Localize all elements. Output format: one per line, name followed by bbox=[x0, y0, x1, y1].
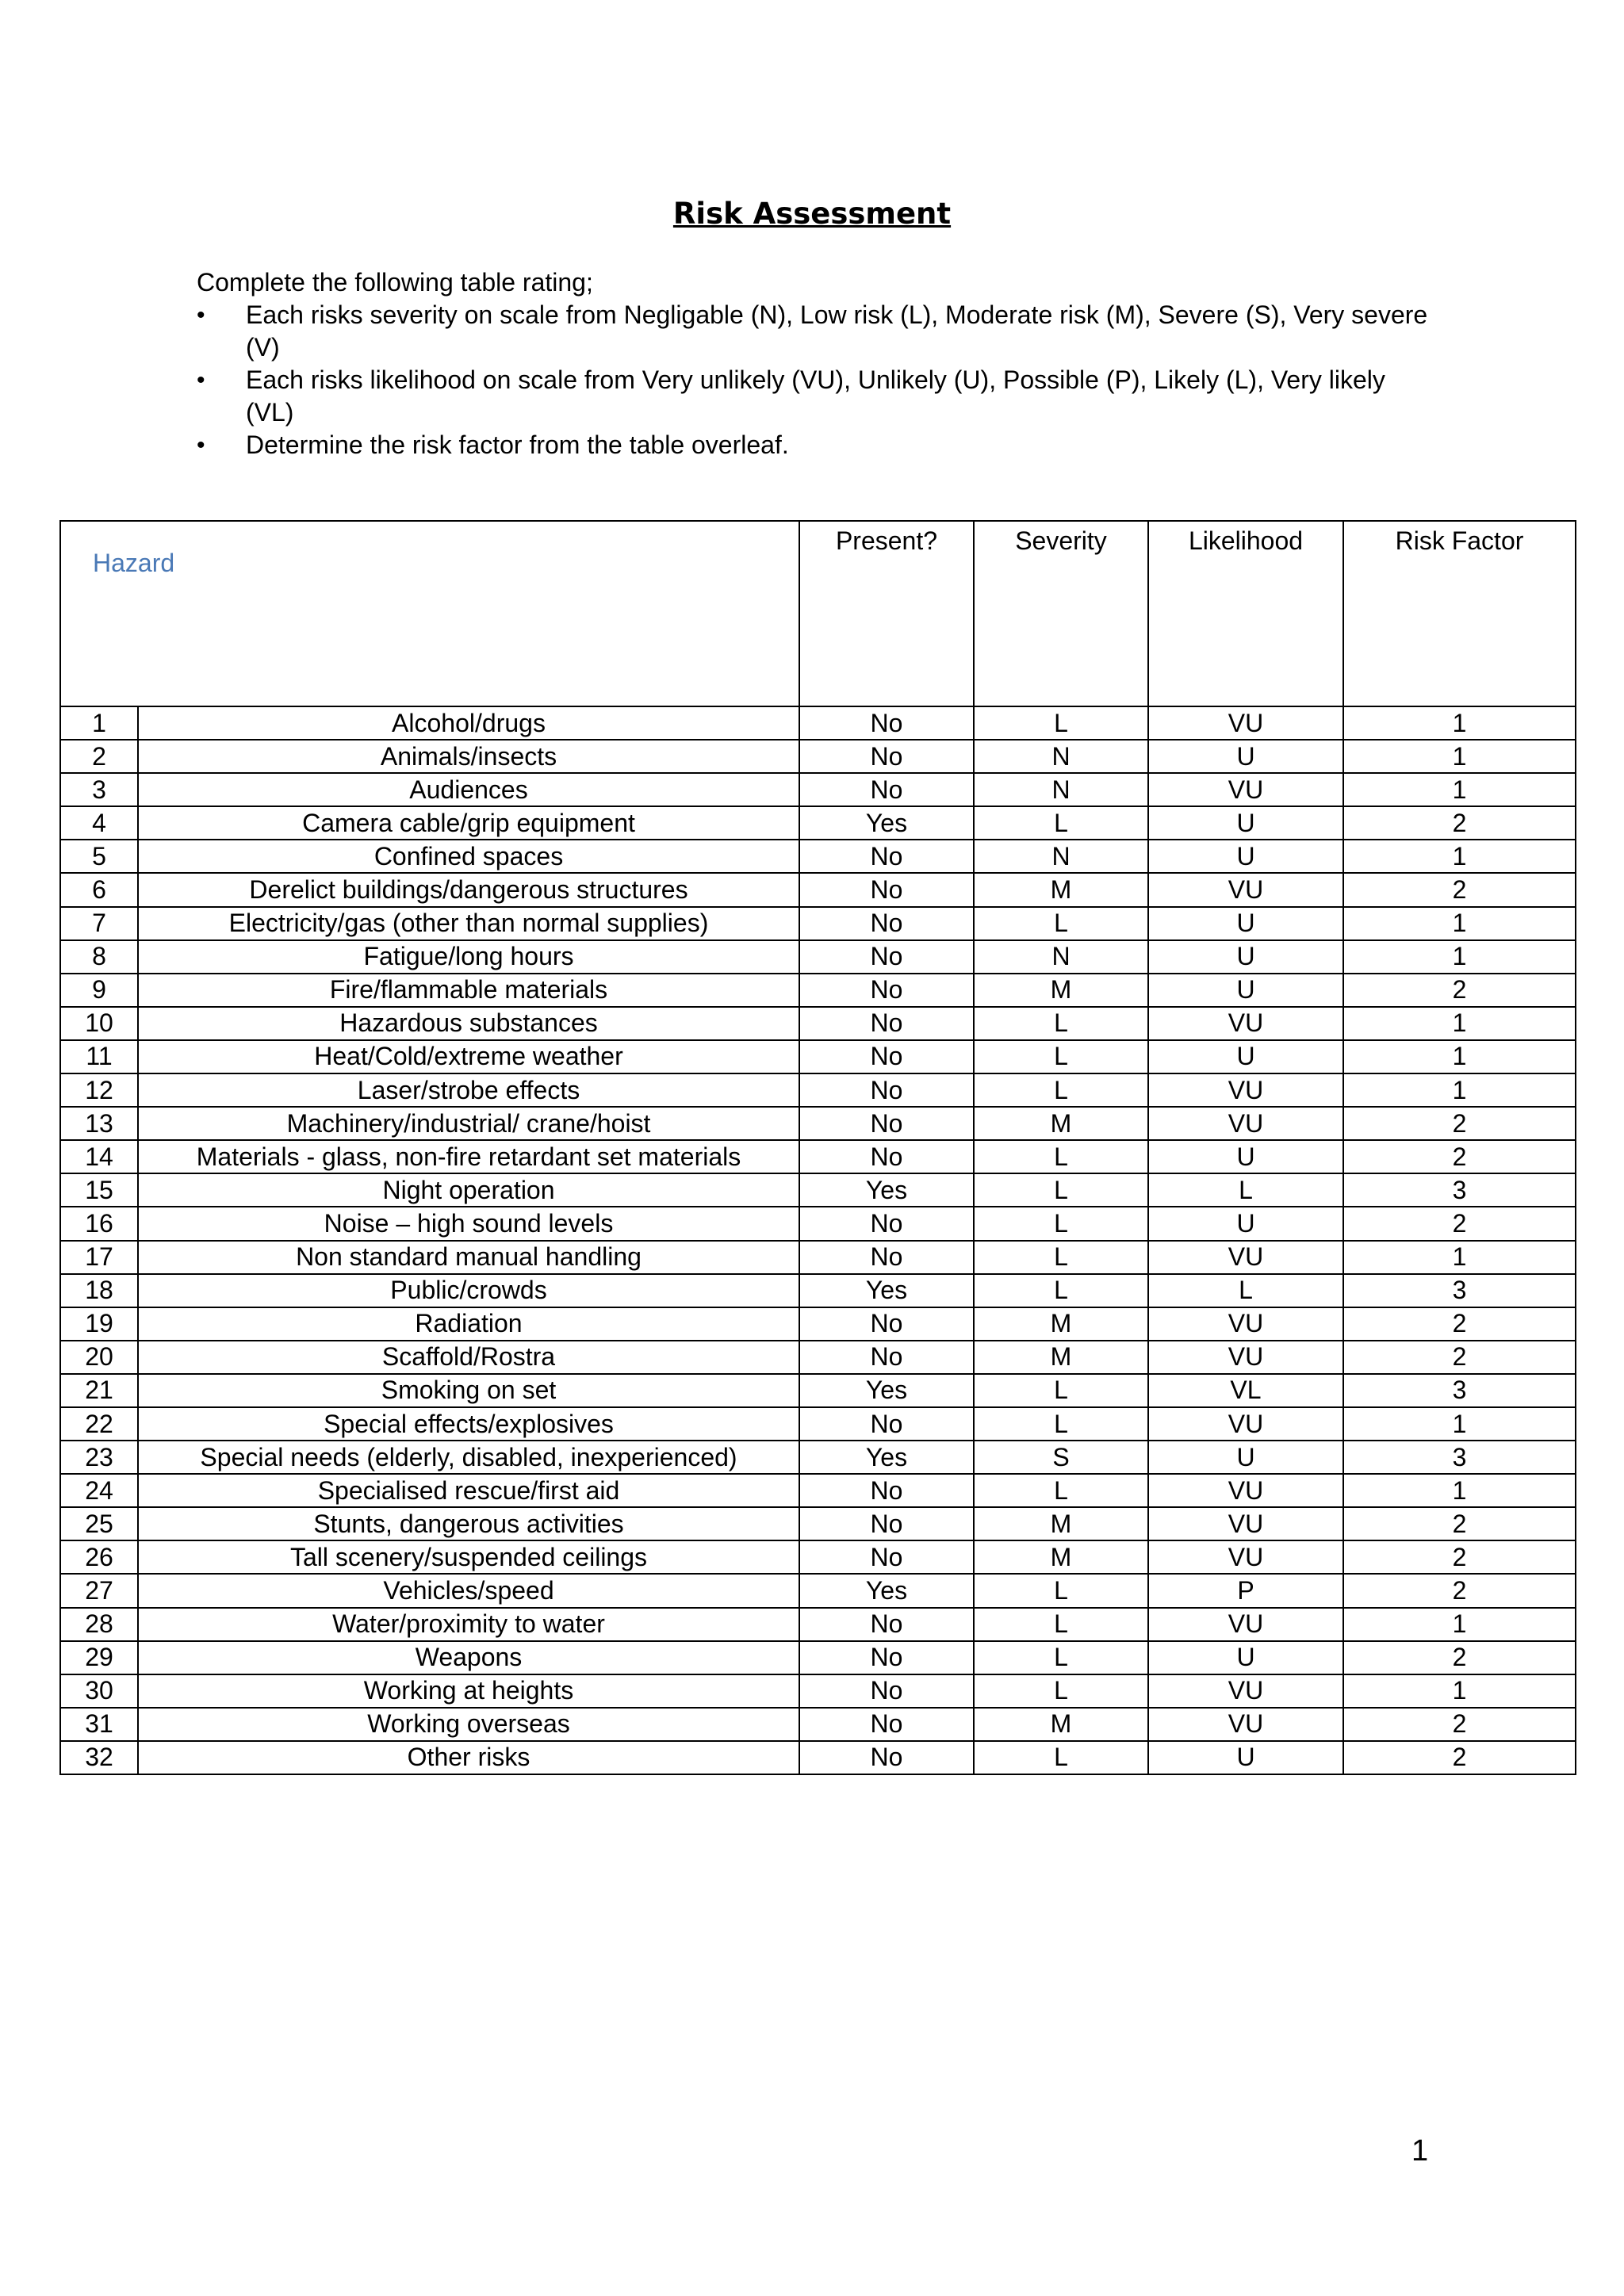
present-value: No bbox=[799, 1507, 974, 1540]
risk-factor-value: 3 bbox=[1343, 1441, 1576, 1474]
table-row bbox=[60, 1741, 1576, 1774]
present-value: No bbox=[799, 1341, 974, 1374]
present-value: No bbox=[799, 1307, 974, 1341]
severity-value: L bbox=[974, 706, 1148, 740]
hazard-name: Machinery/industrial/ crane/hoist bbox=[138, 1107, 799, 1140]
likelihood-value: VU bbox=[1148, 1540, 1343, 1574]
likelihood-value: VU bbox=[1148, 1407, 1343, 1441]
likelihood-value: L bbox=[1148, 1274, 1343, 1307]
hazard-name: Weapons bbox=[138, 1641, 799, 1674]
row-number: 13 bbox=[60, 1107, 138, 1140]
severity-value: L bbox=[974, 1407, 1148, 1441]
severity-value: L bbox=[974, 1608, 1148, 1641]
risk-factor-value: 3 bbox=[1343, 1173, 1576, 1207]
hazard-name: Derelict buildings/dangerous structures bbox=[138, 873, 799, 906]
instructions-lead: Complete the following table rating; bbox=[197, 268, 593, 297]
risk-factor-value: 1 bbox=[1343, 1040, 1576, 1073]
likelihood-value: VU bbox=[1148, 1007, 1343, 1040]
present-value: Yes bbox=[799, 1574, 974, 1607]
severity-value: S bbox=[974, 1441, 1148, 1474]
hazard-name: Working overseas bbox=[138, 1708, 799, 1741]
row-number: 17 bbox=[60, 1241, 138, 1274]
risk-factor-value: 2 bbox=[1343, 1507, 1576, 1540]
row-number: 28 bbox=[60, 1608, 138, 1641]
severity-value: L bbox=[974, 1641, 1148, 1674]
likelihood-value: VU bbox=[1148, 1708, 1343, 1741]
table-row bbox=[60, 706, 1576, 740]
risk-factor-value: 1 bbox=[1343, 1407, 1576, 1441]
row-number: 4 bbox=[60, 806, 138, 840]
hazard-name: Confined spaces bbox=[138, 840, 799, 873]
row-number: 32 bbox=[60, 1741, 138, 1774]
table-row bbox=[60, 773, 1576, 806]
risk-factor-value: 2 bbox=[1343, 1540, 1576, 1574]
likelihood-value: U bbox=[1148, 1641, 1343, 1674]
row-number: 25 bbox=[60, 1507, 138, 1540]
present-value: No bbox=[799, 1140, 974, 1173]
likelihood-value: L bbox=[1148, 1173, 1343, 1207]
table-row bbox=[60, 1574, 1576, 1607]
severity-value: L bbox=[974, 1241, 1148, 1274]
likelihood-value: U bbox=[1148, 1441, 1343, 1474]
likelihood-value: VU bbox=[1148, 1507, 1343, 1540]
hazard-name: Radiation bbox=[138, 1307, 799, 1341]
risk-factor-value: 1 bbox=[1343, 740, 1576, 773]
present-value: No bbox=[799, 1741, 974, 1774]
hazard-name: Stunts, dangerous activities bbox=[138, 1507, 799, 1540]
risk-factor-value: 2 bbox=[1343, 873, 1576, 906]
table-row bbox=[60, 1441, 1576, 1474]
risk-factor-value: 2 bbox=[1343, 1708, 1576, 1741]
likelihood-value: VU bbox=[1148, 1107, 1343, 1140]
table-row bbox=[60, 974, 1576, 1007]
risk-factor-value: 1 bbox=[1343, 1007, 1576, 1040]
hazard-name: Animals/insects bbox=[138, 740, 799, 773]
hazard-name: Laser/strobe effects bbox=[138, 1073, 799, 1107]
severity-value: L bbox=[974, 806, 1148, 840]
likelihood-value: VU bbox=[1148, 1241, 1343, 1274]
table-row bbox=[60, 1641, 1576, 1674]
hazard-name: Special effects/explosives bbox=[138, 1407, 799, 1441]
severity-value: L bbox=[974, 907, 1148, 940]
row-number: 31 bbox=[60, 1708, 138, 1741]
hazard-name: Electricity/gas (other than normal supplies) bbox=[138, 907, 799, 940]
hazard-name: Hazardous substances bbox=[138, 1007, 799, 1040]
row-number: 3 bbox=[60, 773, 138, 806]
header-hazard: Hazard bbox=[60, 521, 799, 706]
table-row bbox=[60, 1507, 1576, 1540]
likelihood-value: U bbox=[1148, 840, 1343, 873]
severity-value: M bbox=[974, 873, 1148, 906]
present-value: Yes bbox=[799, 1441, 974, 1474]
present-value: No bbox=[799, 1540, 974, 1574]
severity-value: M bbox=[974, 1708, 1148, 1741]
present-value: No bbox=[799, 974, 974, 1007]
row-number: 21 bbox=[60, 1374, 138, 1407]
page-number: 1 bbox=[1411, 2134, 1429, 2168]
likelihood-value: U bbox=[1148, 907, 1343, 940]
severity-value: M bbox=[974, 1107, 1148, 1140]
hazard-name: Night operation bbox=[138, 1173, 799, 1207]
severity-value: L bbox=[974, 1007, 1148, 1040]
hazard-name: Water/proximity to water bbox=[138, 1608, 799, 1641]
likelihood-value: VU bbox=[1148, 1608, 1343, 1641]
likelihood-value: VU bbox=[1148, 1474, 1343, 1507]
hazard-name: Vehicles/speed bbox=[138, 1574, 799, 1607]
present-value: No bbox=[799, 740, 974, 773]
row-number: 24 bbox=[60, 1474, 138, 1507]
severity-value: L bbox=[974, 1173, 1148, 1207]
severity-value: M bbox=[974, 1540, 1148, 1574]
hazard-name: Fire/flammable materials bbox=[138, 974, 799, 1007]
hazard-name: Fatigue/long hours bbox=[138, 940, 799, 974]
table-row bbox=[60, 1540, 1576, 1574]
table-row bbox=[60, 1173, 1576, 1207]
present-value: Yes bbox=[799, 1374, 974, 1407]
hazard-name: Specialised rescue/first aid bbox=[138, 1474, 799, 1507]
table-row bbox=[60, 1140, 1576, 1173]
severity-value: L bbox=[974, 1073, 1148, 1107]
row-number: 9 bbox=[60, 974, 138, 1007]
likelihood-value: VU bbox=[1148, 873, 1343, 906]
present-value: No bbox=[799, 773, 974, 806]
risk-factor-value: 2 bbox=[1343, 1107, 1576, 1140]
present-value: No bbox=[799, 840, 974, 873]
risk-factor-value: 2 bbox=[1343, 1574, 1576, 1607]
severity-value: N bbox=[974, 773, 1148, 806]
risk-factor-value: 2 bbox=[1343, 974, 1576, 1007]
present-value: No bbox=[799, 1073, 974, 1107]
table-row bbox=[60, 1674, 1576, 1708]
likelihood-value: P bbox=[1148, 1574, 1343, 1607]
severity-value: L bbox=[974, 1207, 1148, 1240]
risk-factor-value: 2 bbox=[1343, 1341, 1576, 1374]
table-row bbox=[60, 1274, 1576, 1307]
present-value: No bbox=[799, 1407, 974, 1441]
severity-value: L bbox=[974, 1374, 1148, 1407]
row-number: 16 bbox=[60, 1207, 138, 1240]
hazard-name: Alcohol/drugs bbox=[138, 706, 799, 740]
risk-factor-value: 2 bbox=[1343, 1741, 1576, 1774]
table-row bbox=[60, 1307, 1576, 1341]
row-number: 8 bbox=[60, 940, 138, 974]
likelihood-value: U bbox=[1148, 1741, 1343, 1774]
risk-factor-value: 1 bbox=[1343, 1608, 1576, 1641]
present-value: Yes bbox=[799, 1173, 974, 1207]
present-value: Yes bbox=[799, 806, 974, 840]
table-header-row bbox=[60, 521, 1576, 706]
table-row bbox=[60, 873, 1576, 906]
likelihood-value: VU bbox=[1148, 1341, 1343, 1374]
likelihood-value: U bbox=[1148, 740, 1343, 773]
header-risk-factor: Risk Factor bbox=[1343, 521, 1576, 706]
likelihood-value: VU bbox=[1148, 1307, 1343, 1341]
table-row bbox=[60, 1040, 1576, 1073]
present-value: No bbox=[799, 1641, 974, 1674]
risk-factor-value: 1 bbox=[1343, 1474, 1576, 1507]
present-value: No bbox=[799, 1107, 974, 1140]
likelihood-value: VU bbox=[1148, 1674, 1343, 1708]
table-row bbox=[60, 740, 1576, 773]
present-value: No bbox=[799, 1040, 974, 1073]
hazard-name: Heat/Cold/extreme weather bbox=[138, 1040, 799, 1073]
severity-value: N bbox=[974, 740, 1148, 773]
risk-factor-value: 3 bbox=[1343, 1374, 1576, 1407]
table-row bbox=[60, 806, 1576, 840]
row-number: 26 bbox=[60, 1540, 138, 1574]
header-severity: Severity bbox=[974, 521, 1148, 706]
row-number: 22 bbox=[60, 1407, 138, 1441]
table-row bbox=[60, 840, 1576, 873]
row-number: 19 bbox=[60, 1307, 138, 1341]
present-value: No bbox=[799, 907, 974, 940]
table-row bbox=[60, 1708, 1576, 1741]
row-number: 7 bbox=[60, 907, 138, 940]
likelihood-value: U bbox=[1148, 1040, 1343, 1073]
hazard-name: Working at heights bbox=[138, 1674, 799, 1708]
present-value: No bbox=[799, 940, 974, 974]
likelihood-value: U bbox=[1148, 1207, 1343, 1240]
risk-factor-value: 1 bbox=[1343, 907, 1576, 940]
row-number: 18 bbox=[60, 1274, 138, 1307]
row-number: 30 bbox=[60, 1674, 138, 1708]
table-row bbox=[60, 1608, 1576, 1641]
instructions bbox=[197, 266, 1434, 461]
table-row bbox=[60, 1474, 1576, 1507]
severity-value: L bbox=[974, 1741, 1148, 1774]
table-row bbox=[60, 1341, 1576, 1374]
severity-value: L bbox=[974, 1274, 1148, 1307]
severity-value: M bbox=[974, 1507, 1148, 1540]
severity-value: M bbox=[974, 1341, 1148, 1374]
present-value: No bbox=[799, 873, 974, 906]
row-number: 29 bbox=[60, 1641, 138, 1674]
hazard-name: Tall scenery/suspended ceilings bbox=[138, 1540, 799, 1574]
row-number: 14 bbox=[60, 1140, 138, 1173]
severity-value: L bbox=[974, 1040, 1148, 1073]
severity-value: L bbox=[974, 1674, 1148, 1708]
table-row bbox=[60, 1374, 1576, 1407]
likelihood-value: U bbox=[1148, 1140, 1343, 1173]
risk-factor-value: 1 bbox=[1343, 940, 1576, 974]
risk-factor-value: 2 bbox=[1343, 1641, 1576, 1674]
risk-factor-value: 1 bbox=[1343, 840, 1576, 873]
risk-factor-value: 1 bbox=[1343, 1674, 1576, 1708]
row-number: 11 bbox=[60, 1040, 138, 1073]
risk-factor-value: 1 bbox=[1343, 706, 1576, 740]
table-row bbox=[60, 1007, 1576, 1040]
hazard-name: Materials - glass, non-fire retardant set materials bbox=[138, 1140, 799, 1173]
present-value: No bbox=[799, 1674, 974, 1708]
instruction-item: • Each risks likelihood on scale from Very unlikely (VU), Unlikely (U), Possible (P), Likely (L), Very likely (VL) bbox=[246, 364, 1434, 429]
severity-value: N bbox=[974, 840, 1148, 873]
row-number: 2 bbox=[60, 740, 138, 773]
hazard-name: Noise – high sound levels bbox=[138, 1207, 799, 1240]
hazard-name: Scaffold/Rostra bbox=[138, 1341, 799, 1374]
risk-factor-value: 2 bbox=[1343, 806, 1576, 840]
table-row bbox=[60, 940, 1576, 974]
present-value: No bbox=[799, 1474, 974, 1507]
instruction-item: • Determine the risk factor from the table overleaf. bbox=[246, 429, 1434, 461]
likelihood-value: VU bbox=[1148, 1073, 1343, 1107]
hazard-name: Special needs (elderly, disabled, inexperienced) bbox=[138, 1441, 799, 1474]
severity-value: M bbox=[974, 974, 1148, 1007]
row-number: 6 bbox=[60, 873, 138, 906]
risk-table bbox=[59, 520, 1576, 1775]
table-row bbox=[60, 1207, 1576, 1240]
present-value: No bbox=[799, 706, 974, 740]
row-number: 15 bbox=[60, 1173, 138, 1207]
page-title: Risk Assessment bbox=[672, 197, 952, 231]
risk-factor-value: 1 bbox=[1343, 1073, 1576, 1107]
hazard-name: Camera cable/grip equipment bbox=[138, 806, 799, 840]
likelihood-value: VL bbox=[1148, 1374, 1343, 1407]
row-number: 20 bbox=[60, 1341, 138, 1374]
present-value: No bbox=[799, 1241, 974, 1274]
row-number: 27 bbox=[60, 1574, 138, 1607]
risk-factor-value: 2 bbox=[1343, 1140, 1576, 1173]
present-value: No bbox=[799, 1708, 974, 1741]
header-likelihood: Likelihood bbox=[1148, 521, 1343, 706]
likelihood-value: VU bbox=[1148, 773, 1343, 806]
risk-factor-value: 2 bbox=[1343, 1207, 1576, 1240]
row-number: 23 bbox=[60, 1441, 138, 1474]
present-value: No bbox=[799, 1608, 974, 1641]
severity-value: N bbox=[974, 940, 1148, 974]
instructions-list bbox=[197, 299, 1434, 461]
row-number: 5 bbox=[60, 840, 138, 873]
severity-value: L bbox=[974, 1474, 1148, 1507]
hazard-name: Public/crowds bbox=[138, 1274, 799, 1307]
table-row bbox=[60, 1407, 1576, 1441]
hazard-name: Non standard manual handling bbox=[138, 1241, 799, 1274]
row-number: 10 bbox=[60, 1007, 138, 1040]
present-value: No bbox=[799, 1007, 974, 1040]
hazard-name: Audiences bbox=[138, 773, 799, 806]
severity-value: L bbox=[974, 1574, 1148, 1607]
header-present: Present? bbox=[799, 521, 974, 706]
table-row bbox=[60, 1107, 1576, 1140]
present-value: No bbox=[799, 1207, 974, 1240]
table-row bbox=[60, 1241, 1576, 1274]
row-number: 12 bbox=[60, 1073, 138, 1107]
severity-value: L bbox=[974, 1140, 1148, 1173]
present-value: Yes bbox=[799, 1274, 974, 1307]
likelihood-value: U bbox=[1148, 940, 1343, 974]
likelihood-value: VU bbox=[1148, 706, 1343, 740]
risk-factor-value: 1 bbox=[1343, 773, 1576, 806]
risk-factor-value: 3 bbox=[1343, 1274, 1576, 1307]
likelihood-value: U bbox=[1148, 806, 1343, 840]
hazard-name: Smoking on set bbox=[138, 1374, 799, 1407]
severity-value: M bbox=[974, 1307, 1148, 1341]
likelihood-value: U bbox=[1148, 974, 1343, 1007]
instruction-item: • Each risks severity on scale from Negligable (N), Low risk (L), Moderate risk (M), Severe (S), Very severe (V) bbox=[246, 299, 1434, 364]
row-number: 1 bbox=[60, 706, 138, 740]
risk-factor-value: 2 bbox=[1343, 1307, 1576, 1341]
hazard-name: Other risks bbox=[138, 1741, 799, 1774]
risk-factor-value: 1 bbox=[1343, 1241, 1576, 1274]
table-row bbox=[60, 907, 1576, 940]
table-row bbox=[60, 1073, 1576, 1107]
